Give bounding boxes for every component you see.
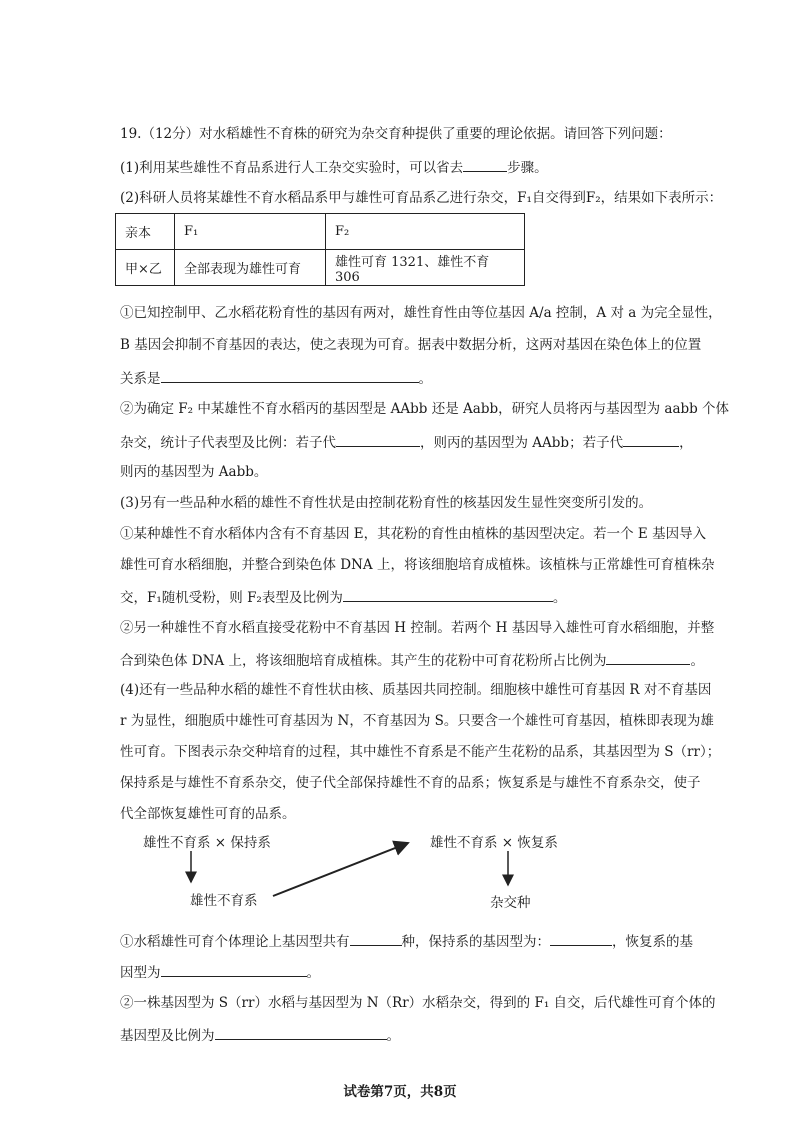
diagram-left-top: 雄性不育系 × 保持系 [143, 835, 271, 851]
period: 。 [690, 653, 704, 669]
blank-9[interactable] [161, 962, 307, 977]
part1-text: (1)利用某些雄性不育品系进行人工杂交实验时，可以省去 [120, 160, 464, 176]
period: 。 [306, 965, 320, 981]
part4-line4: 保持系是与雄性不育系杂交，使子代全部保持雄性不育的品系；恢复系是与雄性不育系杂交，使子 [120, 775, 701, 791]
q3-1-line1: ①某种雄性不育水稻体内含有不育基因 E，其花粉的育性由植株的基因型决定。若一个 E 基因导入 [120, 526, 707, 542]
page-footer: 试卷第7页，共8页 [343, 1084, 457, 1100]
q3-2-line1: ②另一种雄性不育水稻直接受花粉中不育基因 H 控制。若两个 H 基因导入雄性可育水稻细胞，并整 [120, 620, 715, 636]
part2-intro: (2)科研人员将某雄性不育水稻品系甲与雄性可育品系乙进行杂交，F₁自交得到F₂，结果如下表所示： [120, 190, 723, 206]
q2-2-text-a: 杂交，统计子代表型及比例：若子代 [120, 435, 336, 451]
q2-2-text-c: ， [679, 435, 693, 451]
table-header-f1: F₁ [175, 214, 326, 250]
period: 。 [386, 1028, 400, 1044]
table-cell-f1: 全部表现为雄性可育 [175, 250, 326, 286]
q2-1-line1: ①已知控制甲、乙水稻花粉育性的基因有两对，雄性育性由等位基因 A/a 控制，A 对 a 为完全显性， [120, 305, 722, 321]
diagram-right-top: 雄性不育系 × 恢复系 [430, 835, 558, 851]
q4-1-text-c: ，恢复系的基 [612, 934, 693, 950]
period: 。 [552, 590, 567, 606]
q4-1-text-d: 因型为 [120, 965, 161, 981]
q2-1-line2: B 基因会抑制不育基因的表达，使之表现为可育。据表中数据分析，这两对基因在染色体上的位置 [120, 337, 702, 353]
q2-2-line3: 则丙的基因型为 Aabb。 [120, 464, 268, 480]
table-header-f2: F₂ [326, 214, 525, 250]
q2-2-text-b: ，则丙的基因型为 AAbb；若子代 [420, 435, 624, 451]
q3-2-label: 合到染色体 DNA 上，将该细胞培育成植株。其产生的花粉中可育花粉所占比例为 [120, 653, 607, 669]
q4-2-line2 [120, 1025, 400, 1045]
q4-1-text-a: ①水稻雄性可育个体理论上基因型共有 [120, 934, 350, 950]
q4-2-line1: ②一株基因型为 S（rr）水稻与基因型为 N（Rr）水稻杂交，得到的 F₁ 自交，后代雄性可育个体的 [120, 995, 716, 1011]
q4-2-label: 基因型及比例为 [120, 1028, 215, 1044]
part4-line2: r 为显性，细胞质中雄性可育基因为 N，不育基因为 S。只要含一个雄性可育基因，植株即表现为雄 [120, 713, 714, 729]
part1-end: 步骤。 [507, 160, 548, 176]
q3-1-line2: 雄性可育水稻细胞，并整合到染色体 DNA 上，将该细胞培育成植株。该植株与正常雄性可育植株杂 [120, 557, 715, 573]
diagram-left-bottom: 雄性不育系 [190, 893, 258, 909]
blank-8[interactable] [550, 931, 612, 946]
table-cell-cross: 甲×乙 [116, 250, 175, 286]
blank-10[interactable] [215, 1025, 387, 1040]
part4-line3: 性可育。下图表示杂交种培育的过程，其中雄性不育系是不能产生花粉的品系，其基因型为 S（rr）； [120, 744, 721, 760]
q4-1-line1 [120, 931, 693, 951]
q3-1-label: 交，F₁随机受粉，则 F₂表型及比例为 [120, 590, 343, 606]
q2-2-line1: ②为确定 F₂ 中某雄性不育水稻丙的基因型是 AAbb 还是 Aabb，研究人员将丙与基因型为 aabb 个体 [120, 401, 730, 417]
period: 。 [418, 371, 432, 387]
part3-intro: (3)另有一些品种水稻的雄性不育性状是由控制花粉育性的核基因发生显性突变所引发的。 [120, 495, 653, 511]
diagram-right-bottom: 杂交种 [490, 895, 531, 911]
table-cell-f2: 雄性可育 1321、雄性不育 306 [326, 250, 525, 286]
q2-1-label: 关系是 [120, 371, 161, 387]
question-title: 19.（12分）对水稻雄性不育株的研究为杂交育种提供了重要的理论依据。请回答下列问题： [120, 126, 672, 142]
q4-1-text-b: 种，保持系的基因型为： [401, 934, 550, 950]
part4-line1: (4)还有一些品种水稻的雄性不育性状由核、质基因共同控制。细胞核中雄性可育基因 R 对不育基因 [120, 682, 712, 698]
blank-7[interactable] [350, 931, 402, 946]
q4-1-line2 [120, 962, 320, 982]
table-header-parent: 亲本 [116, 214, 175, 250]
part4-line5: 代全部恢复雄性可育的品系。 [120, 806, 296, 822]
arrow-diagonal [273, 843, 408, 896]
